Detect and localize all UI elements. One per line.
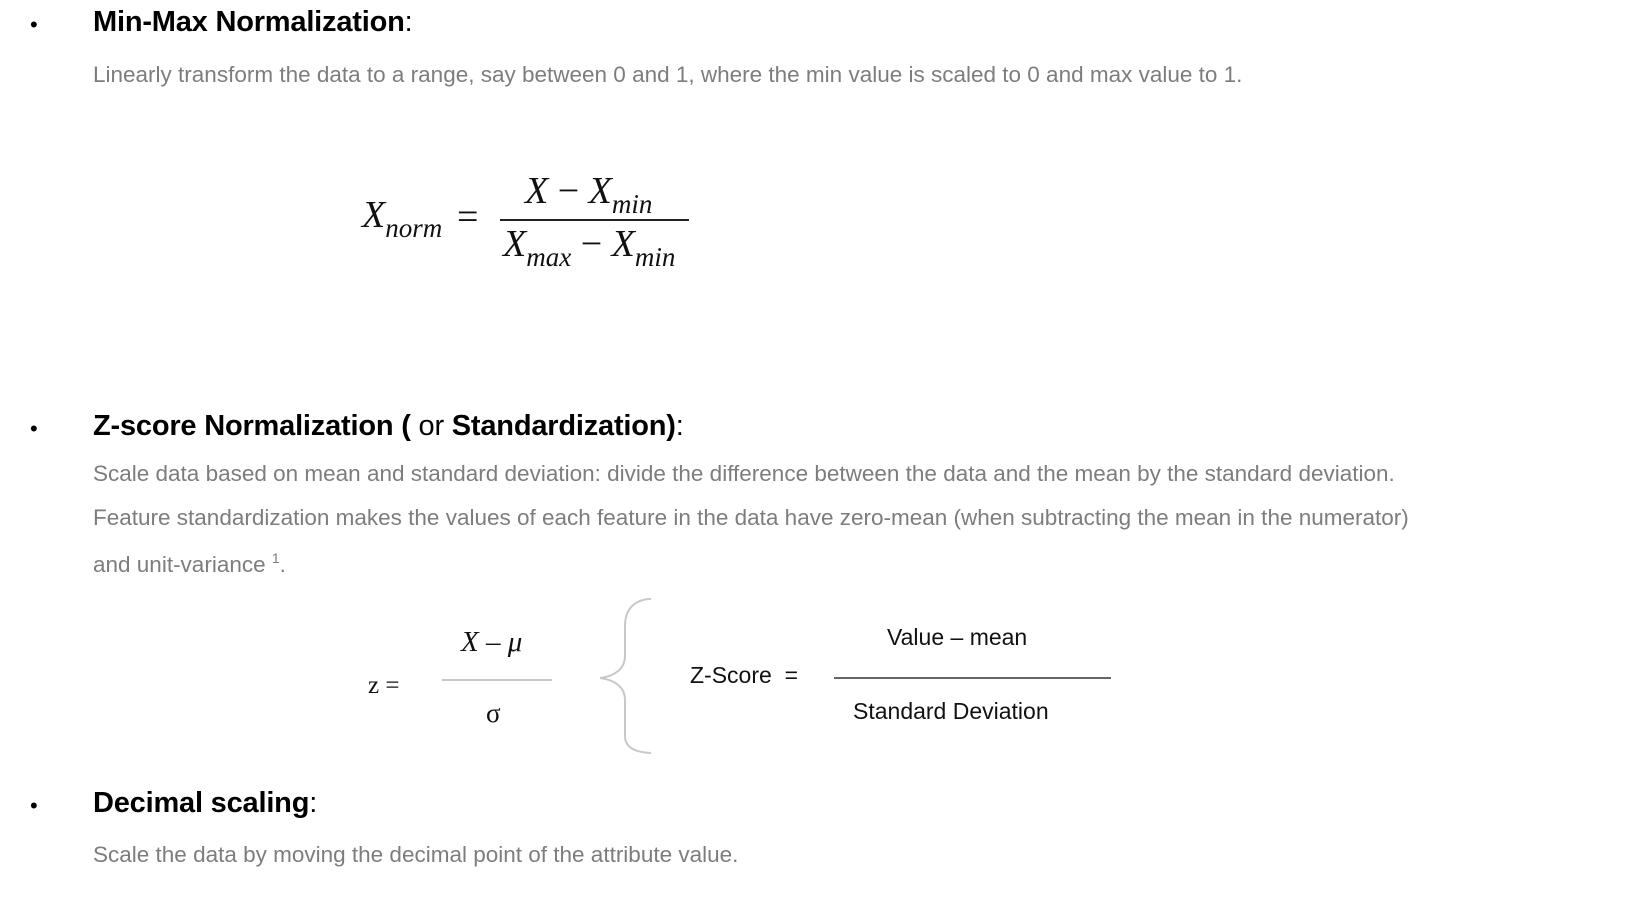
- fraction-bar: [442, 679, 552, 681]
- min-max-description: Linearly transform the data to a range, say between 0 and 1, where the min value is scaled to 0 and max value to 1.: [93, 62, 1243, 87]
- heading-connector: or: [410, 410, 452, 442]
- section-heading-decimal-scaling: [93, 789, 317, 818]
- z-score-description-line-3: [93, 551, 286, 577]
- trailing-period: .: [279, 552, 286, 577]
- heading-text-part1: Z-score Normalization (: [93, 410, 411, 442]
- heading-colon: :: [675, 410, 684, 442]
- formula-numerator: Value – mean: [887, 624, 1028, 650]
- formula-lhs: Z-Score =: [690, 662, 799, 688]
- subscript-min: min: [611, 189, 653, 219]
- var-x: X: [362, 194, 386, 236]
- heading-colon: :: [404, 6, 413, 38]
- z-score-description-line-1: Scale data based on mean and standard deviation: divide the difference between the data and the mean by the standard deviation.: [93, 461, 1395, 486]
- var-x: X: [503, 223, 527, 265]
- footnote-ref: 1: [271, 550, 280, 566]
- fraction-bar: [834, 677, 1111, 679]
- minus-operator: −: [557, 170, 580, 212]
- fraction-bar: [500, 219, 689, 221]
- formula-numerator: X – μ: [461, 626, 523, 658]
- equals-sign: =: [457, 196, 479, 238]
- heading-text-part2: Standardization): [451, 410, 676, 442]
- formula-denominator: Standard Deviation: [853, 698, 1049, 724]
- z-score-description-line-2: Feature standardization makes the values of each feature in the data have zero-mean (when subtracting the mean in the numerator): [93, 505, 1409, 530]
- minus-operator: −: [580, 223, 603, 265]
- bullet-icon: •: [30, 12, 38, 37]
- subscript-norm: norm: [385, 213, 443, 243]
- heading-text: Min-Max Normalization: [93, 6, 405, 38]
- subscript-max: max: [526, 242, 572, 272]
- section-heading-min-max: [93, 8, 412, 37]
- line-text: and unit-variance: [93, 552, 272, 577]
- bullet-icon: •: [30, 793, 38, 818]
- var-x: X: [611, 223, 635, 265]
- formula-denominator: [503, 223, 676, 272]
- subscript-min: min: [634, 242, 676, 272]
- formula-numerator: [525, 170, 653, 219]
- curly-brace-icon: [596, 596, 656, 756]
- heading-text: Decimal scaling: [93, 787, 310, 819]
- formula-lhs: [362, 194, 443, 243]
- var-x: X: [588, 170, 612, 212]
- section-heading-z-score: [93, 412, 684, 441]
- bullet-icon: •: [30, 416, 38, 441]
- formula-denominator: σ: [486, 698, 501, 728]
- decimal-scaling-description: Scale the data by moving the decimal point of the attribute value.: [93, 842, 739, 867]
- var-x: X: [525, 170, 549, 212]
- heading-colon: :: [309, 787, 318, 819]
- formula-lhs: z =: [368, 672, 400, 699]
